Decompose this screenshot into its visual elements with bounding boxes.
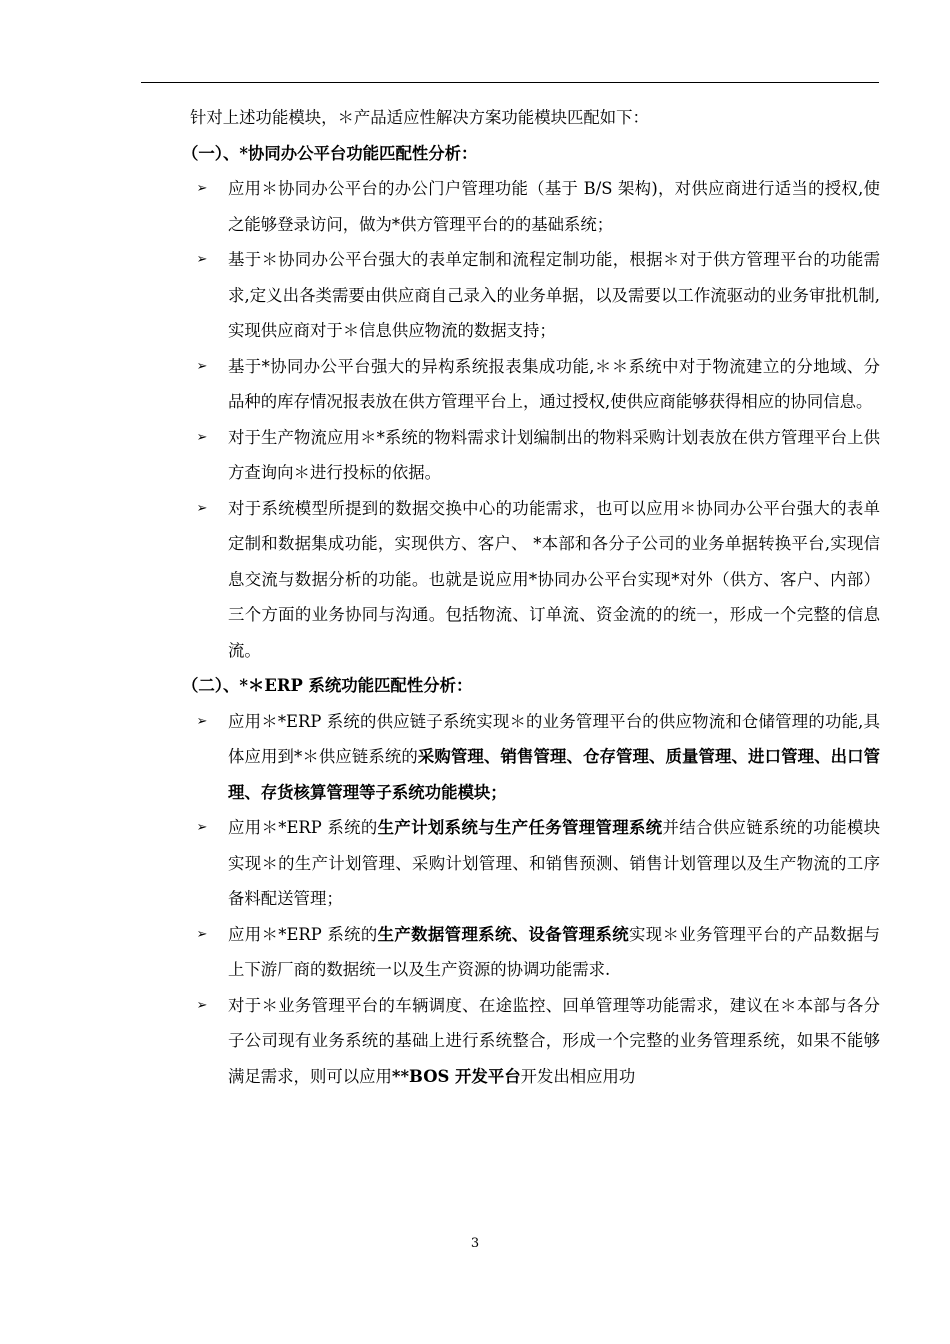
text-run: 应用＊*ERP 系统的 [228, 818, 378, 837]
bullet-item [190, 242, 880, 349]
page-number: 3 [470, 1236, 480, 1251]
bullet-text [228, 704, 880, 811]
text-run: 应用＊协同办公平台的办公门户管理功能（基于 B/S 架构)，对供应商进行适当的授权,使之能够登录访问，做为*供方管理平台的的基础系统； [228, 179, 880, 234]
bullet-text [228, 171, 880, 242]
bullet-item [190, 988, 880, 1095]
text-run: 对于生产物流应用＊*系统的物料需求计划编制出的物料采购计划表放在供方管理平台上供方查询向＊进行投标的依据。 [228, 427, 880, 482]
arrow-bullet-icon: ➢ [196, 252, 208, 267]
document-body [182, 100, 881, 1094]
arrow-bullet-icon: ➢ [196, 358, 208, 374]
bullet-text [228, 988, 880, 1095]
intro-paragraph: 针对上述功能模块，＊产品适应性解决方案功能模块匹配如下： [190, 108, 649, 127]
bold-text-run: 采购管理、销售管理、仓存管理、质量管理、进口管理、出口管理、存货核算管理等子系统功能模块； [228, 747, 881, 802]
text-run: 应用＊*ERP 系统的供应链子系统实现＊的业务管理平台的供应物流和仓储管理的功能,具体应用到*＊供应链系统的 [228, 711, 880, 766]
bold-text-run: 生产计划系统与生产任务管理管理系统 [377, 818, 663, 837]
text-run: 应用＊*ERP 系统的 [228, 924, 378, 944]
arrow-bullet-icon: ➢ [196, 926, 208, 942]
header-rule [141, 82, 879, 83]
text-run: 实现＊业务管理平台的产品数据与上下游厂商的数据统一以及生产资源的协调功能需求. [228, 924, 881, 979]
arrow-bullet-icon: ➢ [196, 820, 208, 835]
bold-text-run: 生产数据管理系统、设备管理系统 [377, 924, 630, 944]
text-run: 对于系统模型所提到的数据交换中心的功能需求，也可以应用＊协同办公平台强大的表单定制和数据集成功能，实现供方、客户、 *本部和各分子公司的业务单据转换平台,实现信息交流与数据分析的功能。也就是说应用*协同办公平台实现*对外（供方、客户、内部）三个方面的业务协同与沟通。包括物流、订单流、资金流的的统一，形成一个完整的信息流。 [228, 498, 880, 660]
bold-text-run: **BOS 开发平台 [391, 1066, 521, 1086]
text-run: 基于*协同办公平台强大的异构系统报表集成功能,＊＊系统中对于物流建立的分地域、分品种的库存情况报表放在供方管理平台上，通过授权,使供应商能够获得相应的协同信息。 [228, 356, 880, 411]
text-run: 基于＊协同办公平台强大的表单定制和流程定制功能，根据＊对于供方管理平台的功能需求,定义出各类需要由供应商自己录入的业务单据，以及需要以工作流驱动的业务审批机制,实现供应商对于＊信息供应物流的数据支持； [228, 250, 880, 340]
bullet-item [190, 420, 880, 491]
bullet-item [190, 171, 880, 242]
bullet-text [228, 917, 880, 988]
arrow-bullet-icon: ➢ [196, 713, 208, 729]
arrow-bullet-icon: ➢ [196, 500, 208, 516]
arrow-bullet-icon: ➢ [196, 997, 208, 1013]
bullet-text [228, 810, 880, 917]
bullet-text [228, 349, 880, 420]
arrow-bullet-icon: ➢ [196, 181, 208, 196]
arrow-bullet-icon: ➢ [196, 429, 208, 445]
bullet-text [228, 242, 880, 349]
section-heading-1: （一）、*协同办公平台功能匹配性分析： [182, 143, 478, 163]
section-1-list [190, 171, 880, 668]
bullet-item [190, 491, 880, 669]
bullet-text [228, 420, 880, 491]
text-run: 对于＊业务管理平台的车辆调度、在途监控、回单管理等功能需求，建议在＊本部与各分子公司现有业务系统的基础上进行系统整合，形成一个完整的业务管理系统，如果不能够满足需求，则可以应用 [228, 995, 880, 1086]
bullet-text [228, 491, 880, 669]
section-heading-2: （二）、*＊ERP 系统功能匹配性分析： [182, 676, 473, 695]
text-run: 开发出相应用功 [520, 1066, 636, 1086]
bullet-item [190, 704, 880, 811]
text-run: 并结合供应链系统的功能模块实现＊的生产计划管理、采购计划管理、和销售预测、销售计划管理以及生产物流的工序备料配送管理； [228, 818, 881, 908]
bullet-item [190, 917, 880, 988]
section-2-list [190, 704, 880, 1095]
bullet-item [190, 349, 880, 420]
bullet-item [190, 810, 880, 917]
